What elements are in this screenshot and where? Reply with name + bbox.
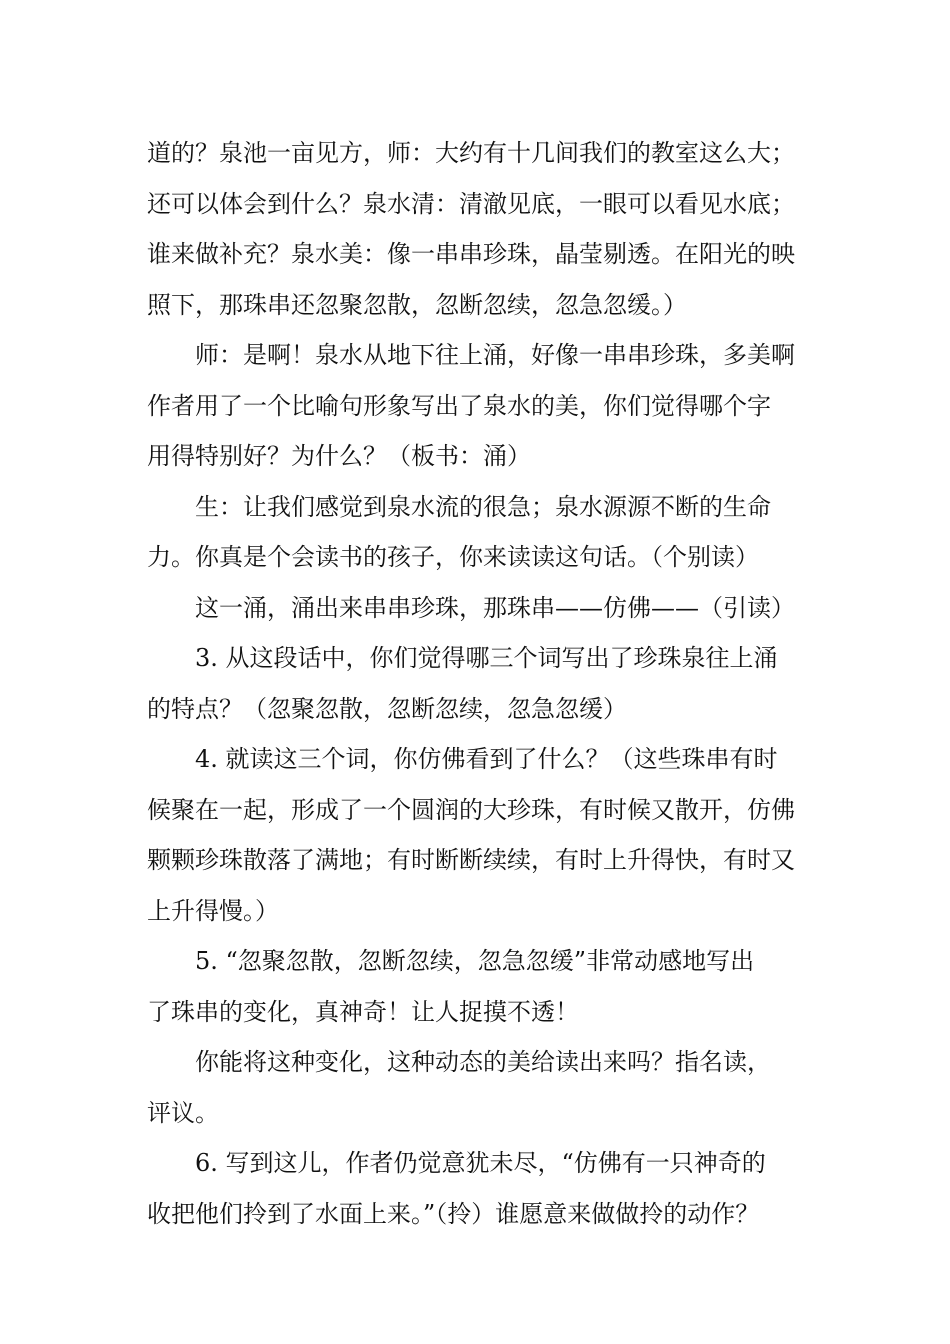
text-line: 候聚在一起，形成了一个圆润的大珍珠，有时候又散开，仿佛 (147, 795, 795, 824)
text-line: 的特点？（忽聚忽散，忽断忽续，忽急忽缓） (147, 694, 627, 723)
text-line: 6. 写到这儿，作者仍觉意犹未尽，“仿佛有一只神奇的 (195, 1149, 766, 1177)
text-line: 你能将这种变化，这种动态的美给读出来吗？指名读， (195, 1048, 771, 1076)
text-line: 照下，那珠串还忽聚忽散，忽断忽续，忽急忽缓。） (147, 290, 687, 319)
text-line: 作者用了一个比喻句形象写出了泉水的美，你们觉得哪个字 (147, 391, 771, 420)
text-line: 师：是啊！泉水从地下往上涌，好像一串串珍珠，多美啊 (195, 341, 795, 369)
text-line: 了珠串的变化，真神奇！让人捉摸不透！ (147, 997, 579, 1026)
text-line: 5. “忽聚忽散，忽断忽续，忽急忽缓”非常动感地写出 (195, 947, 755, 975)
text-line: 用得特别好？为什么？（板书：涌） (147, 442, 531, 470)
text-line: 4. 就读这三个词，你仿佛看到了什么？（这些珠串有时 (195, 745, 778, 773)
text-line: 3. 从这段话中，你们觉得哪三个词写出了珍珠泉往上涌 (195, 644, 778, 672)
text-line: 道的？泉池一亩见方，师：大约有十几间我们的教室这么大； (147, 139, 795, 167)
text-line: 力。你真是个会读书的孩子，你来读读这句话。（个别读） (147, 543, 759, 571)
document-body (147, 128, 807, 1239)
text-line: 还可以体会到什么？泉水清：清澈见底，一眼可以看见水底； (147, 189, 795, 218)
text-line: 上升得慢。） (147, 896, 279, 925)
text-line: 这一涌，涌出来串串珍珠，那珠串——仿佛——（引读） (195, 593, 795, 622)
text-line: 评议。 (147, 1098, 219, 1127)
text-line: 收把他们拎到了水面上来。”（拎）谁愿意来做做拎的动作？ (147, 1199, 760, 1228)
text-line: 生：让我们感觉到泉水流的很急；泉水源源不断的生命 (195, 492, 771, 521)
text-line: 颗颗珍珠散落了满地；有时断断续续，有时上升得快，有时又 (147, 846, 795, 874)
text-line: 谁来做补充？泉水美：像一串串珍珠，晶莹剔透。在阳光的映 (147, 240, 795, 268)
